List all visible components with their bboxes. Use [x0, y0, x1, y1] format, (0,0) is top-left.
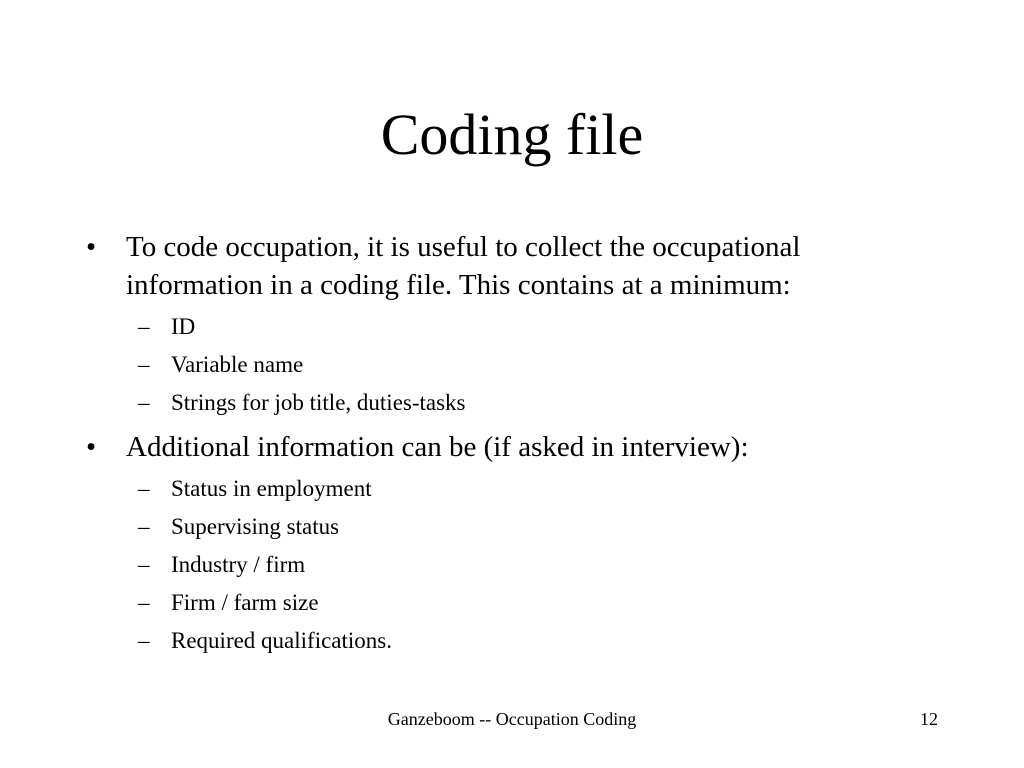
- dash-marker: –: [138, 476, 150, 501]
- footer-text: Ganzeboom -- Occupation Coding: [387, 709, 637, 729]
- sub-list: [86, 466, 936, 660]
- sub-item: [86, 308, 936, 346]
- slide-content: [86, 228, 936, 666]
- sub-item: [86, 622, 936, 660]
- sub-item-text: Required qualifications.: [171, 628, 392, 653]
- sub-item: [86, 546, 936, 584]
- bullet-marker: •: [86, 231, 97, 263]
- sub-item: [86, 508, 936, 546]
- dash-marker: –: [138, 552, 150, 577]
- dash-marker: –: [138, 590, 150, 615]
- dash-marker: –: [138, 628, 150, 653]
- sub-item-text: Strings for job title, duties-tasks: [171, 390, 466, 415]
- sub-list: [86, 304, 936, 422]
- sub-item-text: Firm / farm size: [171, 590, 319, 615]
- dash-marker: –: [138, 390, 150, 415]
- sub-item-text: Variable name: [171, 352, 304, 377]
- page-number: 12: [920, 709, 938, 729]
- sub-item: [86, 346, 936, 384]
- sub-item: [86, 470, 936, 508]
- sub-item: [86, 584, 936, 622]
- dash-marker: –: [138, 352, 150, 377]
- dash-marker: –: [138, 314, 150, 339]
- bullet-marker: •: [86, 431, 97, 463]
- bullet-item: [86, 228, 936, 304]
- bullet-text: To code occupation, it is useful to collect the occupational information in a coding file. This contains at a minimum:: [126, 231, 801, 301]
- sub-item-text: Industry / firm: [171, 552, 306, 577]
- sub-item-text: Supervising status: [171, 514, 340, 539]
- bullet-item: [86, 428, 936, 466]
- sub-item-text: ID: [171, 314, 196, 339]
- slide-title: Coding file: [380, 102, 644, 167]
- bullet-text: Additional information can be (if asked in interview):: [126, 431, 749, 463]
- sub-item: [86, 384, 936, 422]
- sub-item-text: Status in employment: [171, 476, 372, 501]
- dash-marker: –: [138, 514, 150, 539]
